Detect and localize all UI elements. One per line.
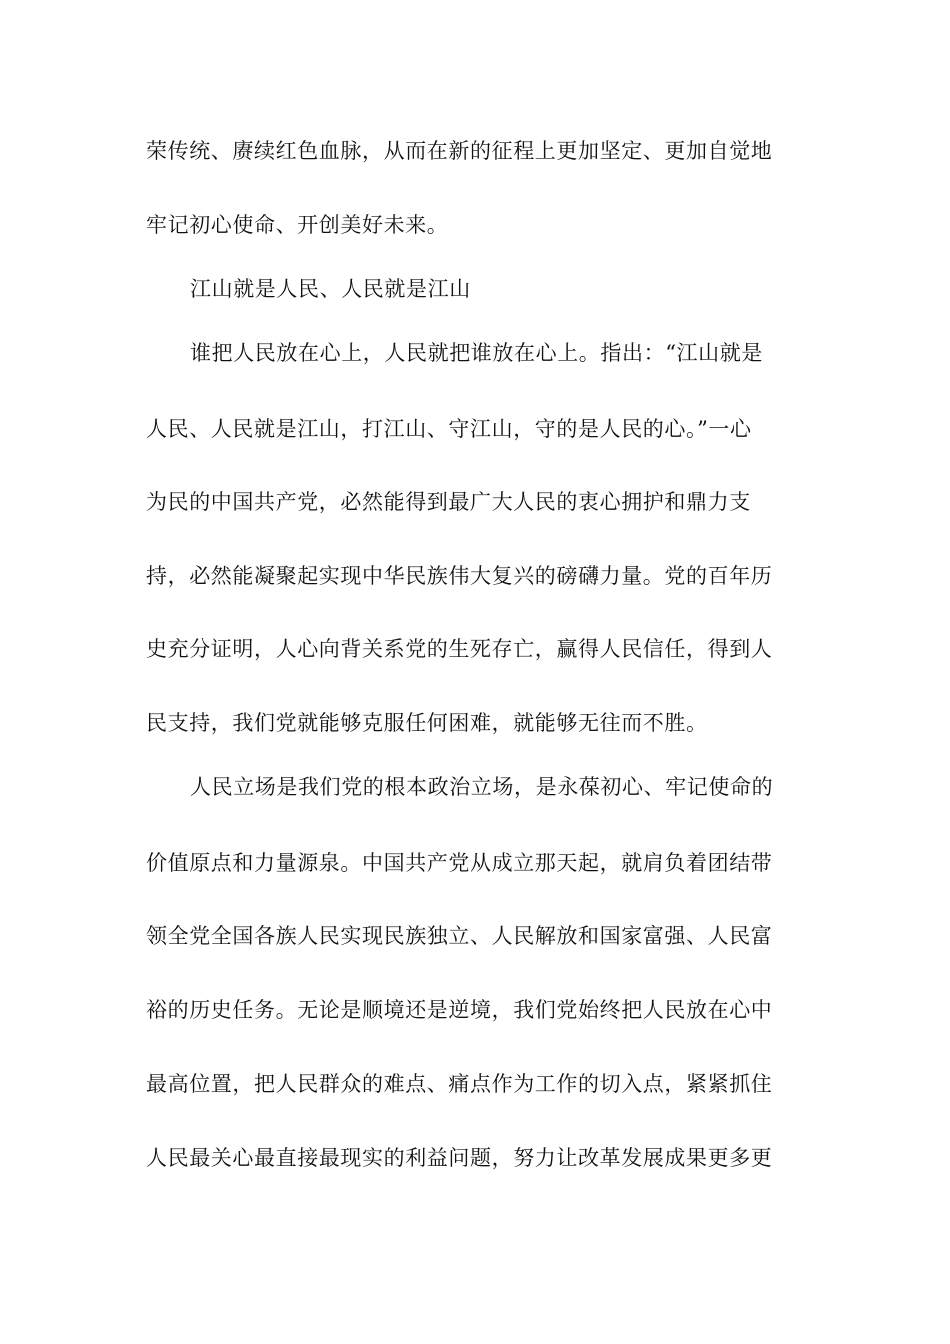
paragraph-3-line-2: 价值原点和力量源泉。中国共产党从成立那天起，就肩负着团结带 xyxy=(146,851,773,875)
paragraph-3-line-4: 裕的历史任务。无论是顺境还是逆境，我们党始终把人民放在心中 xyxy=(146,998,773,1022)
paragraph-2-line-4: 持，必然能凝聚起实现中华民族伟大复兴的磅礴力量。党的百年历 xyxy=(146,564,773,588)
paragraph-1-line-2: 牢记初心使命、开创美好未来。 xyxy=(146,213,449,237)
paragraph-2-line-3: 为民的中国共产党，必然能得到最广大人民的衷心拥护和鼎力支 xyxy=(146,490,751,514)
paragraph-2-line-6: 民支持，我们党就能够克服任何困难，就能够无往而不胜。 xyxy=(146,711,708,735)
paragraph-3-line-5: 最高位置，把人民群众的难点、痛点作为工作的切入点，紧紧抓住 xyxy=(146,1072,773,1096)
paragraph-3-line-3: 领全党全国各族人民实现民族独立、人民解放和国家富强、人民富 xyxy=(146,924,773,948)
paragraph-3-line-1: 人民立场是我们党的根本政治立场，是永葆初心、牢记使命的 xyxy=(190,775,774,799)
paragraph-3-line-6: 人民最关心最直接最现实的利益问题，努力让改革发展成果更多更 xyxy=(146,1146,773,1170)
paragraph-2-line-1: 谁把人民放在心上，人民就把谁放在心上。指出：“江山就是 xyxy=(190,341,763,365)
section-heading: 江山就是人民、人民就是江山 xyxy=(190,277,471,301)
paragraph-1-line-1: 荣传统、赓续红色血脉，从而在新的征程上更加坚定、更加自觉地 xyxy=(146,139,773,163)
paragraph-2-line-5: 史充分证明，人心向背关系党的生死存亡，赢得人民信任，得到人 xyxy=(146,637,773,661)
paragraph-2-line-2: 人民、人民就是江山，打江山、守江山，守的是人民的心。”一心 xyxy=(146,417,752,441)
